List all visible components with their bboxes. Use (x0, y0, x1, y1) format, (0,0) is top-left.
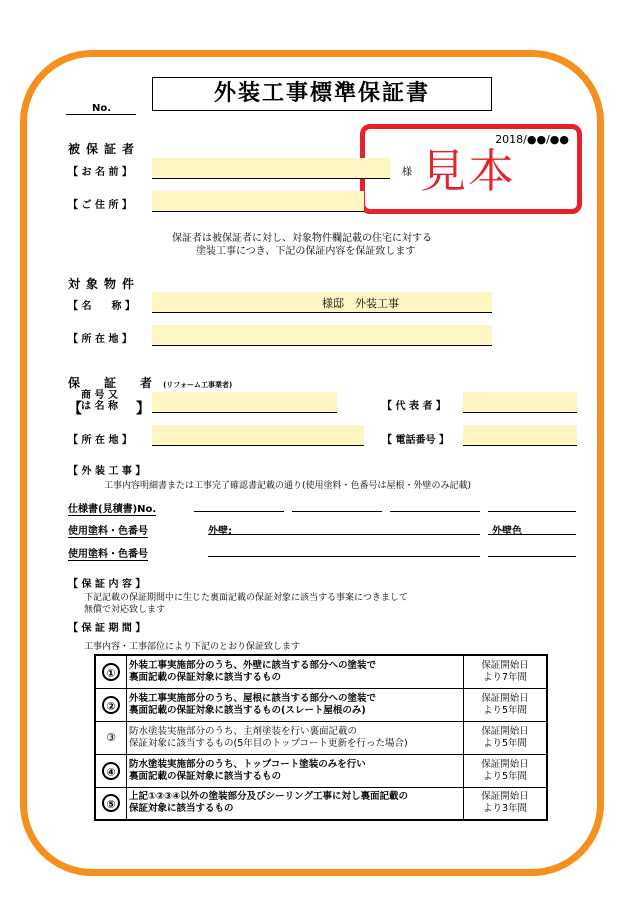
content-heading: 【 保 証 内 容 】 (68, 579, 146, 590)
spec-field-3[interactable] (390, 511, 480, 512)
row-desc-line-2: 裏面記載の保証対象に該当するもの(スレート屋根のみ) (129, 704, 366, 716)
insured-name-label: 【 お 名 前 】 (68, 167, 132, 178)
row-number (95, 655, 127, 688)
document-number: No. (66, 103, 136, 115)
row-description (127, 721, 464, 754)
table-row (95, 721, 547, 754)
table-row (95, 787, 547, 820)
property-name-label: 【 名 称 】 (68, 301, 135, 312)
document-title: 外装工事標準保証書 (152, 77, 492, 111)
row-period-line-2: より5年間 (482, 704, 528, 716)
row-number (95, 787, 127, 820)
roof-color-field[interactable] (488, 556, 576, 557)
row-period-line-1: 保証開始日 (481, 791, 529, 803)
row-period-line-1: 保証開始日 (481, 725, 529, 737)
paint-label-2: 使用塗料・色番号 (68, 545, 148, 561)
row-period-line-2: より7年間 (482, 671, 528, 683)
row-period (464, 787, 548, 820)
row-period-line-1: 保証開始日 (481, 659, 529, 671)
table-row (95, 754, 547, 787)
trade-label-line-1: 商 号 又 (81, 390, 118, 401)
content-line-2: 無償で対応致します (84, 605, 166, 615)
phone-field[interactable] (463, 425, 577, 446)
paint-label-1: 使用塗料・色番号 (68, 522, 148, 538)
warranty-table (94, 654, 548, 821)
row-period (464, 754, 548, 787)
row-number-circle: ① (102, 663, 120, 681)
table-row (95, 655, 547, 688)
row-period (464, 721, 548, 754)
row-period-line-1: 保証開始日 (481, 692, 529, 704)
row-number-circle: ④ (102, 762, 120, 780)
insured-address-field[interactable] (152, 191, 364, 212)
representative-label: 【 代 表 者 】 (382, 401, 446, 412)
trade-bracket-open: 【 (68, 401, 82, 417)
row-number (95, 688, 127, 721)
roof-paint-field[interactable] (208, 556, 480, 557)
wall-paint-field[interactable] (208, 534, 480, 535)
row-period-line-2: より3年間 (482, 803, 528, 815)
trade-label-line-2: は 名 称 (81, 401, 118, 412)
sample-stamp-text: 見本 (420, 144, 516, 198)
property-location-label: 【 所 在 地 】 (68, 334, 132, 345)
insured-name-field[interactable] (152, 158, 390, 179)
work-heading: 【 外 装 工 事 】 (68, 466, 146, 477)
guarantor-heading-group (68, 372, 232, 391)
row-desc-line-1: 防水塗装実施部分のうち、主剤塗装を行い裏面記載の (129, 725, 358, 737)
row-period-line-2: より5年間 (482, 770, 528, 782)
row-number-plain: ③ (106, 731, 116, 744)
guarantor-heading: 保 証 者 (68, 376, 159, 390)
row-desc-line-2: 裏面記載の保証対象に該当するもの (129, 671, 282, 683)
row-description (127, 655, 464, 688)
row-period-line-1: 保証開始日 (481, 758, 529, 770)
work-note: 工事内容明細書または工事完了確認書記載の通り(使用塗料・色番号は屋根・外壁のみ記載) (104, 481, 472, 491)
row-number-circle: ② (102, 696, 120, 714)
trade-name-label (81, 390, 118, 412)
intro-line-1: 保証者は被保証者に対し、対象物件欄記載の住宅に対する (172, 233, 432, 244)
row-number (95, 754, 127, 787)
period-heading: 【 保 証 期 間 】 (68, 623, 146, 634)
row-description (127, 787, 464, 820)
property-heading: 対象物件 (68, 277, 141, 291)
insured-address-label: 【 ご 住 所 】 (68, 200, 132, 211)
spec-field-1[interactable] (194, 511, 284, 512)
property-name-field[interactable] (152, 292, 492, 313)
sample-stamp (360, 124, 582, 214)
row-desc-line-1: 防水塗装実施部分のうち、トップコート塗装のみを行い (129, 758, 366, 770)
spec-label: 仕様書(見積書)No. (68, 500, 156, 516)
trade-bracket-close: 】 (136, 401, 150, 417)
trade-name-field[interactable] (152, 392, 337, 413)
row-desc-line-2: 裏面記載の保証対象に該当するもの (129, 770, 282, 782)
issue-date: 2018/●●/●● (495, 133, 569, 146)
row-desc-line-1: 外装工事実施部分のうち、外壁に該当する部分への塗装で (129, 659, 377, 671)
row-period-line-2: より5年間 (482, 737, 528, 749)
wall-color-label: 外壁色 (492, 526, 522, 537)
wall-color-field[interactable] (488, 534, 576, 535)
phone-label: 【 電話番号 】 (382, 435, 449, 446)
name-suffix: 様 (402, 167, 412, 178)
row-description (127, 688, 464, 721)
spec-field-4[interactable] (488, 511, 576, 512)
row-desc-line-1: 上記①②③④以外の塗装部分及びシーリング工事に対し裏面記載の (129, 791, 408, 803)
table-row (95, 688, 547, 721)
row-period (464, 655, 548, 688)
row-desc-line-2: 保証対象に該当するもの(5年目のトップコート更新を行った場合) (129, 737, 408, 749)
spec-field-2[interactable] (292, 511, 382, 512)
period-note: 工事内容・工事部位により下記のとおり保証致します (84, 642, 301, 652)
row-number (95, 721, 127, 754)
wall-label: 外壁: (208, 526, 232, 537)
content-line-1: 下記記載の保証期間中に生じた裏面記載の保証対象に該当する事案につきまして (84, 593, 408, 603)
property-location-field[interactable] (152, 325, 492, 346)
guarantor-heading-note: (リフォーム工事業者) (163, 381, 233, 389)
row-description (127, 754, 464, 787)
row-period (464, 688, 548, 721)
guarantor-location-field[interactable] (152, 425, 364, 446)
intro-line-2: 塗装工事につき、下記の保証内容を保証致します (196, 246, 416, 257)
row-desc-line-1: 外装工事実施部分のうち、屋根に該当する部分への塗装で (129, 692, 377, 704)
row-desc-line-2: 保証対象に該当するもの (129, 803, 234, 815)
guarantor-location-label: 【 所 在 地 】 (68, 435, 132, 446)
row-number-circle: ⑤ (102, 794, 120, 812)
property-name-value: 様邸 外装工事 (322, 297, 399, 310)
insured-heading: 被保証者 (68, 142, 141, 156)
representative-field[interactable] (463, 392, 577, 413)
